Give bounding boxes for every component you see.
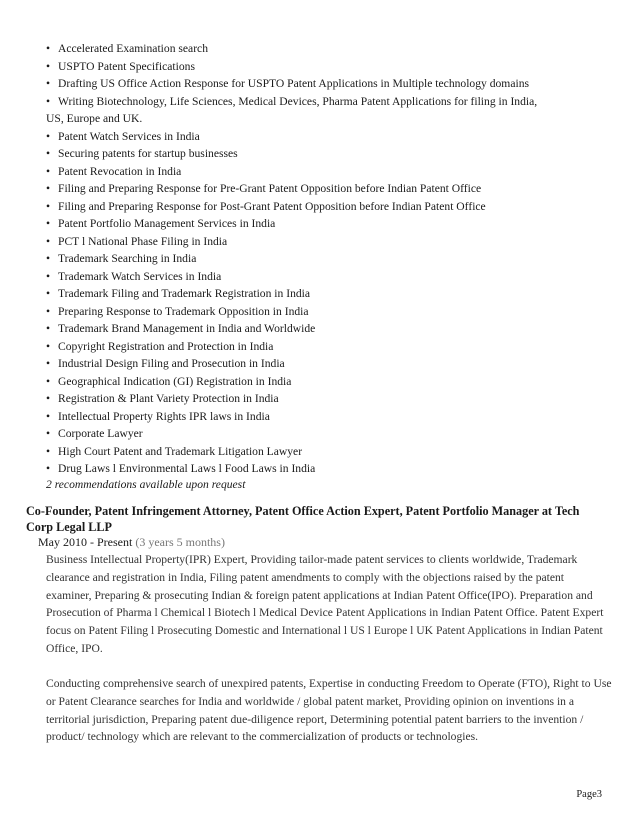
- bullet-icon: •: [46, 42, 51, 55]
- list-item-text: Industrial Design Filing and Prosecution in India: [58, 357, 285, 370]
- list-item-text: PCT l National Phase Filing in India: [58, 234, 228, 248]
- list-item: [46, 145, 606, 163]
- bullet-icon: •: [46, 444, 51, 458]
- date-separator: -: [90, 535, 94, 549]
- bullet-icon: •: [46, 77, 51, 90]
- list-item: [46, 338, 606, 356]
- bullet-icon: •: [46, 94, 51, 108]
- list-item-text: Securing patents for startup businesses: [58, 147, 238, 160]
- list-item-text: Filing and Preparing Response for Post-Grant Patent Opposition before Indian Patent Office: [58, 199, 486, 213]
- list-item: [46, 250, 606, 268]
- list-item: [46, 180, 606, 198]
- list-item-text: Trademark Searching in India: [58, 252, 197, 265]
- list-item: [46, 355, 606, 373]
- list-item-text: Drug Laws l Environmental Laws l Food Laws in India: [58, 462, 316, 475]
- bullet-icon: •: [46, 392, 51, 405]
- list-item: [46, 75, 606, 93]
- list-item: [46, 93, 606, 128]
- list-item: [46, 443, 606, 461]
- list-item-text: Filing and Preparing Response for Pre-Grant Patent Opposition before Indian Patent Office: [58, 182, 482, 195]
- list-item: [46, 58, 606, 76]
- job-dates: [38, 535, 225, 550]
- job-description-paragraph: Conducting comprehensive search of unexpired patents, Expertise in conducting Freedom to Operate (FTO), Right to Use or Patent Clearance searches for India and worldwide / global patent market, Providing opinion on inventions in a territorial jurisdiction, Preparing patent due-diligence report, Determining potential patent barriers to the invention / product/ technology which are relevant to the commercialization of products or technologies.: [46, 677, 612, 744]
- bullet-icon: •: [46, 147, 51, 160]
- bullet-icon: •: [46, 59, 51, 73]
- list-item: [46, 408, 606, 426]
- bullet-icon: •: [46, 357, 51, 370]
- bullet-icon: •: [46, 339, 51, 353]
- job-end-date: Present: [97, 535, 133, 549]
- job-description-paragraph: Business Intellectual Property(IPR) Expert, Providing tailor-made patent services to clients worldwide, Trademark clearance and registration in India, Filing patent amendments to comply with the objections raised by the patent examiner, Preparing & prosecuting Indian & foreign patent applications at Indian Patent Office(IPO). Preparation and Prosecution of Pharma l Chemical l Biotech l Medical Device Patent Applications in Indian Patent Office. Patent Expert focus on Patent Filing l Prosecuting Domestic and International l US l Europe l UK Patent Applications in Indian Patent Office, IPO.: [46, 553, 604, 655]
- list-item-text: Patent Revocation in India: [58, 164, 182, 178]
- job-start-date: May 2010: [38, 535, 87, 549]
- list-item: [46, 40, 606, 58]
- bullet-icon: •: [46, 287, 51, 300]
- list-item: [46, 198, 606, 216]
- bullet-icon: •: [46, 217, 51, 230]
- bullet-icon: •: [46, 374, 51, 388]
- bullet-icon: •: [46, 409, 51, 423]
- list-item-text: USPTO Patent Specifications: [58, 59, 195, 73]
- list-item-text: Trademark Watch Services in India: [58, 269, 222, 283]
- list-item-text: Preparing Response to Trademark Opposition in India: [58, 304, 309, 318]
- list-item: [46, 215, 606, 233]
- job-duration: (3 years 5 months): [135, 535, 225, 549]
- list-item-text: Drafting US Office Action Response for USPTO Patent Applications in Multiple technology domains: [58, 77, 530, 90]
- list-item-text: Corporate Lawyer: [58, 427, 143, 440]
- bullet-icon: •: [46, 269, 51, 283]
- list-item: [46, 460, 606, 478]
- list-item: [46, 320, 606, 338]
- list-item-text: Patent Watch Services in India: [58, 129, 200, 143]
- bullet-icon: •: [46, 199, 51, 213]
- list-item-text: Trademark Filing and Trademark Registration in India: [58, 287, 311, 300]
- job-title: Co-Founder, Patent Infringement Attorney, Patent Office Action Expert, Patent Portfolio Manager at Tech Corp Legal LLP: [26, 504, 580, 534]
- list-item-text: Patent Portfolio Management Services in India: [58, 217, 276, 230]
- recommendations-note: 2 recommendations available upon request: [46, 478, 246, 491]
- list-item-continuation: US, Europe and UK.: [46, 112, 143, 125]
- bullet-icon: •: [46, 164, 51, 178]
- list-item-text: Intellectual Property Rights IPR laws in India: [58, 409, 270, 423]
- bullet-icon: •: [46, 322, 51, 335]
- bullet-icon: •: [46, 182, 51, 195]
- bullet-icon: •: [46, 252, 51, 265]
- bullet-icon: •: [46, 234, 51, 248]
- list-item-text: High Court Patent and Trademark Litigation Lawyer: [58, 444, 303, 458]
- list-item-text: Trademark Brand Management in India and Worldwide: [58, 322, 316, 335]
- page-number: Page3: [576, 789, 602, 800]
- list-item: [46, 425, 606, 443]
- list-item: [46, 303, 606, 321]
- list-item-text: Geographical Indication (GI) Registration in India: [58, 374, 292, 388]
- bullet-icon: •: [46, 462, 51, 475]
- list-item: [46, 285, 606, 303]
- list-item-text: Accelerated Examination search: [58, 42, 208, 55]
- list-item: [46, 390, 606, 408]
- list-item: [46, 163, 606, 181]
- bullet-icon: •: [46, 304, 51, 318]
- list-item-text: Writing Biotechnology, Life Sciences, Medical Devices, Pharma Patent Applications for filing in India,: [58, 94, 538, 108]
- list-item-text: Registration & Plant Variety Protection in India: [58, 392, 279, 405]
- bullet-icon: •: [46, 427, 51, 440]
- list-item: [46, 128, 606, 146]
- service-list: [46, 40, 606, 478]
- list-item-text: Copyright Registration and Protection in India: [58, 339, 274, 353]
- list-item: [46, 373, 606, 391]
- list-item: [46, 233, 606, 251]
- list-item: [46, 268, 606, 286]
- bullet-icon: •: [46, 129, 51, 143]
